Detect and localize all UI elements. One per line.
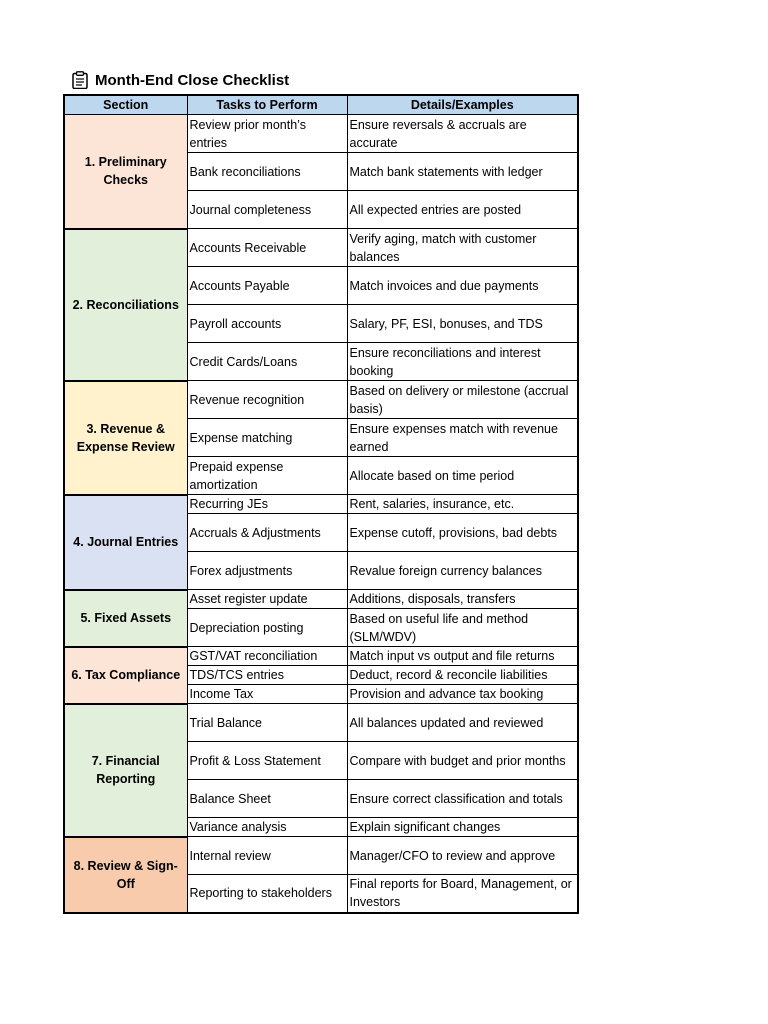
detail-cell: Match invoices and due payments [347, 267, 578, 305]
detail-cell: Compare with budget and prior months [347, 742, 578, 780]
document-title [72, 69, 289, 91]
table-row [64, 704, 578, 742]
task-cell: Accruals & Adjustments [187, 514, 347, 552]
detail-cell: Deduct, record & reconcile liabilities [347, 666, 578, 685]
task-cell: TDS/TCS entries [187, 666, 347, 685]
task-cell: Expense matching [187, 419, 347, 457]
detail-cell: Revalue foreign currency balances [347, 552, 578, 590]
checklist-table [63, 94, 579, 914]
detail-cell: Match input vs output and file returns [347, 647, 578, 666]
clipboard-icon [72, 71, 88, 89]
detail-cell: Based on useful life and method (SLM/WDV) [347, 609, 578, 647]
section-cell: 2. Reconciliations [64, 229, 187, 381]
task-cell: Balance Sheet [187, 780, 347, 818]
header-details: Details/Examples [347, 95, 578, 115]
task-cell: Reporting to stakeholders [187, 875, 347, 913]
detail-cell: Provision and advance tax booking [347, 685, 578, 704]
section-cell: 5. Fixed Assets [64, 590, 187, 647]
task-cell: Variance analysis [187, 818, 347, 837]
table-row [64, 115, 578, 153]
task-cell: Accounts Payable [187, 267, 347, 305]
task-cell: Recurring JEs [187, 495, 347, 514]
table-row [64, 590, 578, 609]
task-cell: Journal completeness [187, 191, 347, 229]
section-cell: 7. Financial Reporting [64, 704, 187, 837]
detail-cell: Salary, PF, ESI, bonuses, and TDS [347, 305, 578, 343]
task-cell: Review prior month’s entries [187, 115, 347, 153]
table-row [64, 381, 578, 419]
detail-cell: Additions, disposals, transfers [347, 590, 578, 609]
task-cell: Forex adjustments [187, 552, 347, 590]
section-cell: 3. Revenue & Expense Review [64, 381, 187, 495]
detail-cell: Ensure expenses match with revenue earned [347, 419, 578, 457]
detail-cell: Ensure reversals & accruals are accurate [347, 115, 578, 153]
task-cell: Asset register update [187, 590, 347, 609]
detail-cell: Final reports for Board, Management, or Investors [347, 875, 578, 913]
task-cell: Bank reconciliations [187, 153, 347, 191]
task-cell: Revenue recognition [187, 381, 347, 419]
detail-cell: All expected entries are posted [347, 191, 578, 229]
task-cell: Income Tax [187, 685, 347, 704]
section-cell: 1. Preliminary Checks [64, 115, 187, 229]
task-cell: GST/VAT reconciliation [187, 647, 347, 666]
header-tasks: Tasks to Perform [187, 95, 347, 115]
section-cell: 6. Tax Compliance [64, 647, 187, 704]
title-text: Month-End Close Checklist [95, 71, 290, 89]
header-section: Section [64, 95, 187, 115]
task-cell: Depreciation posting [187, 609, 347, 647]
detail-cell: All balances updated and reviewed [347, 704, 578, 742]
detail-cell: Allocate based on time period [347, 457, 578, 495]
header-row [64, 95, 578, 115]
task-cell: Accounts Receivable [187, 229, 347, 267]
task-cell: Prepaid expense amortization [187, 457, 347, 495]
task-cell: Credit Cards/Loans [187, 343, 347, 381]
detail-cell: Verify aging, match with customer balances [347, 229, 578, 267]
detail-cell: Rent, salaries, insurance, etc. [347, 495, 578, 514]
detail-cell: Based on delivery or milestone (accrual basis) [347, 381, 578, 419]
table-row [64, 837, 578, 875]
detail-cell: Explain significant changes [347, 818, 578, 837]
task-cell: Internal review [187, 837, 347, 875]
detail-cell: Match bank statements with ledger [347, 153, 578, 191]
task-cell: Profit & Loss Statement [187, 742, 347, 780]
detail-cell: Ensure correct classification and totals [347, 780, 578, 818]
table-row [64, 647, 578, 666]
task-cell: Trial Balance [187, 704, 347, 742]
section-cell: 8. Review & Sign-Off [64, 837, 187, 913]
task-cell: Payroll accounts [187, 305, 347, 343]
detail-cell: Expense cutoff, provisions, bad debts [347, 514, 578, 552]
table-row [64, 495, 578, 514]
detail-cell: Ensure reconciliations and interest booking [347, 343, 578, 381]
table-row [64, 229, 578, 267]
section-cell: 4. Journal Entries [64, 495, 187, 590]
detail-cell: Manager/CFO to review and approve [347, 837, 578, 875]
